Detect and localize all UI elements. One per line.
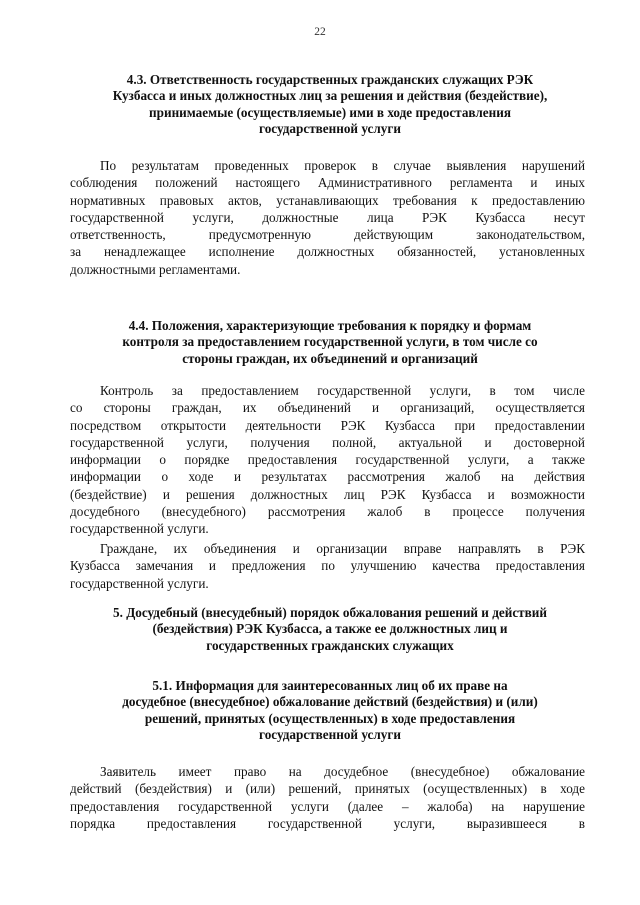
text-line: нормативных правовых актов, устанавливающих требования к предоставлению xyxy=(70,192,585,208)
heading-line: государственной услуги xyxy=(259,727,401,743)
text-line: предоставления государственной услуги (далее – жалоба) на нарушение xyxy=(70,798,585,814)
section-4-4-paragraph-1 xyxy=(70,382,585,538)
heading-line: досудебное (внесудебное) обжалование действий (бездействия) и (или) xyxy=(122,694,538,710)
text-line: посредством открытости деятельности РЭК Кузбасса при предоставлении xyxy=(70,417,585,433)
section-4-4-paragraph-2 xyxy=(70,540,585,592)
text-line: Граждане, их объединения и организации вправе направлять в РЭК xyxy=(100,541,585,556)
heading-line: государственной услуги xyxy=(259,121,401,137)
text-line: государственной услуги, получения полной, актуальной и достоверной xyxy=(70,434,585,450)
text-line: ответственность, предусмотренную действующим законодательством, xyxy=(70,227,585,243)
text-line: должностными регламентами. xyxy=(70,261,241,277)
text-line: Кузбасса замечания и предложения по улучшению качества предоставления xyxy=(70,558,585,574)
heading-line: контроля за предоставлением государственной услуги, в том числе со xyxy=(122,334,538,350)
heading-line: 5.1. Информация для заинтересованных лиц об их праве на xyxy=(152,678,508,693)
text-line: государственной услуги. xyxy=(70,575,209,591)
text-line: (бездействие) и решения должностных лиц РЭК Кузбасса и возможности xyxy=(70,486,585,502)
text-line: за ненадлежащее исполнение должностных обязанностей, установленных xyxy=(70,244,585,260)
text-line: Контроль за предоставлением государственной услуги, в том числе xyxy=(100,383,585,398)
heading-line: принимаемые (осуществляемые) ими в ходе предоставления xyxy=(149,104,511,120)
heading-line: (бездействия) РЭК Кузбасса, а также ее должностных лиц и xyxy=(152,621,508,637)
text-line: со стороны граждан, их объединений и организаций, осуществляется xyxy=(70,400,585,416)
heading-line: 4.3. Ответственность государственных гражданских служащих РЭК xyxy=(126,72,534,87)
text-line: Заявитель имеет право на досудебное (внесудебное) обжалование xyxy=(100,764,585,779)
section-5-heading xyxy=(70,605,590,654)
heading-line: 5. Досудебный (внесудебный) порядок обжалования решений и действий xyxy=(113,605,547,620)
section-5-1-paragraph xyxy=(70,763,585,832)
text-line: порядка предоставления государственной услуги, выразившееся в xyxy=(70,815,585,831)
section-4-4-heading xyxy=(70,318,590,367)
text-line: информации о порядке предоставления государственной услуги, а также xyxy=(70,452,585,468)
heading-line: стороны граждан, их объединений и организаций xyxy=(182,350,478,366)
text-line: соблюдения положений настоящего Административного регламента и иных xyxy=(70,175,585,191)
heading-line: государственных гражданских служащих xyxy=(206,637,454,653)
text-line: действий (бездействия) и (или) решений, принятых (осуществленных) в ходе xyxy=(70,781,585,797)
heading-line: Кузбасса и иных должностных лиц за решения и действия (бездействие), xyxy=(112,88,548,104)
text-line: государственной услуги. xyxy=(70,521,209,537)
section-4-3-paragraph xyxy=(70,157,585,278)
text-line: государственной услуги, должностные лица РЭК Кузбасса несут xyxy=(70,209,585,225)
heading-line: решений, принятых (осуществленных) в ходе предоставления xyxy=(144,710,516,726)
text-line: По результатам проведенных проверок в случае выявления нарушений xyxy=(100,158,585,173)
text-line: информации о ходе и результатах рассмотрения жалоб на действия xyxy=(70,469,585,485)
section-4-3-heading xyxy=(70,72,590,138)
heading-line: 4.4. Положения, характеризующие требования к порядку и формам xyxy=(128,318,532,333)
page-number: 22 xyxy=(314,26,326,38)
section-5-1-heading xyxy=(70,678,590,744)
text-line: досудебного (внесудебного) рассмотрения жалоб в процессе получения xyxy=(70,504,585,520)
